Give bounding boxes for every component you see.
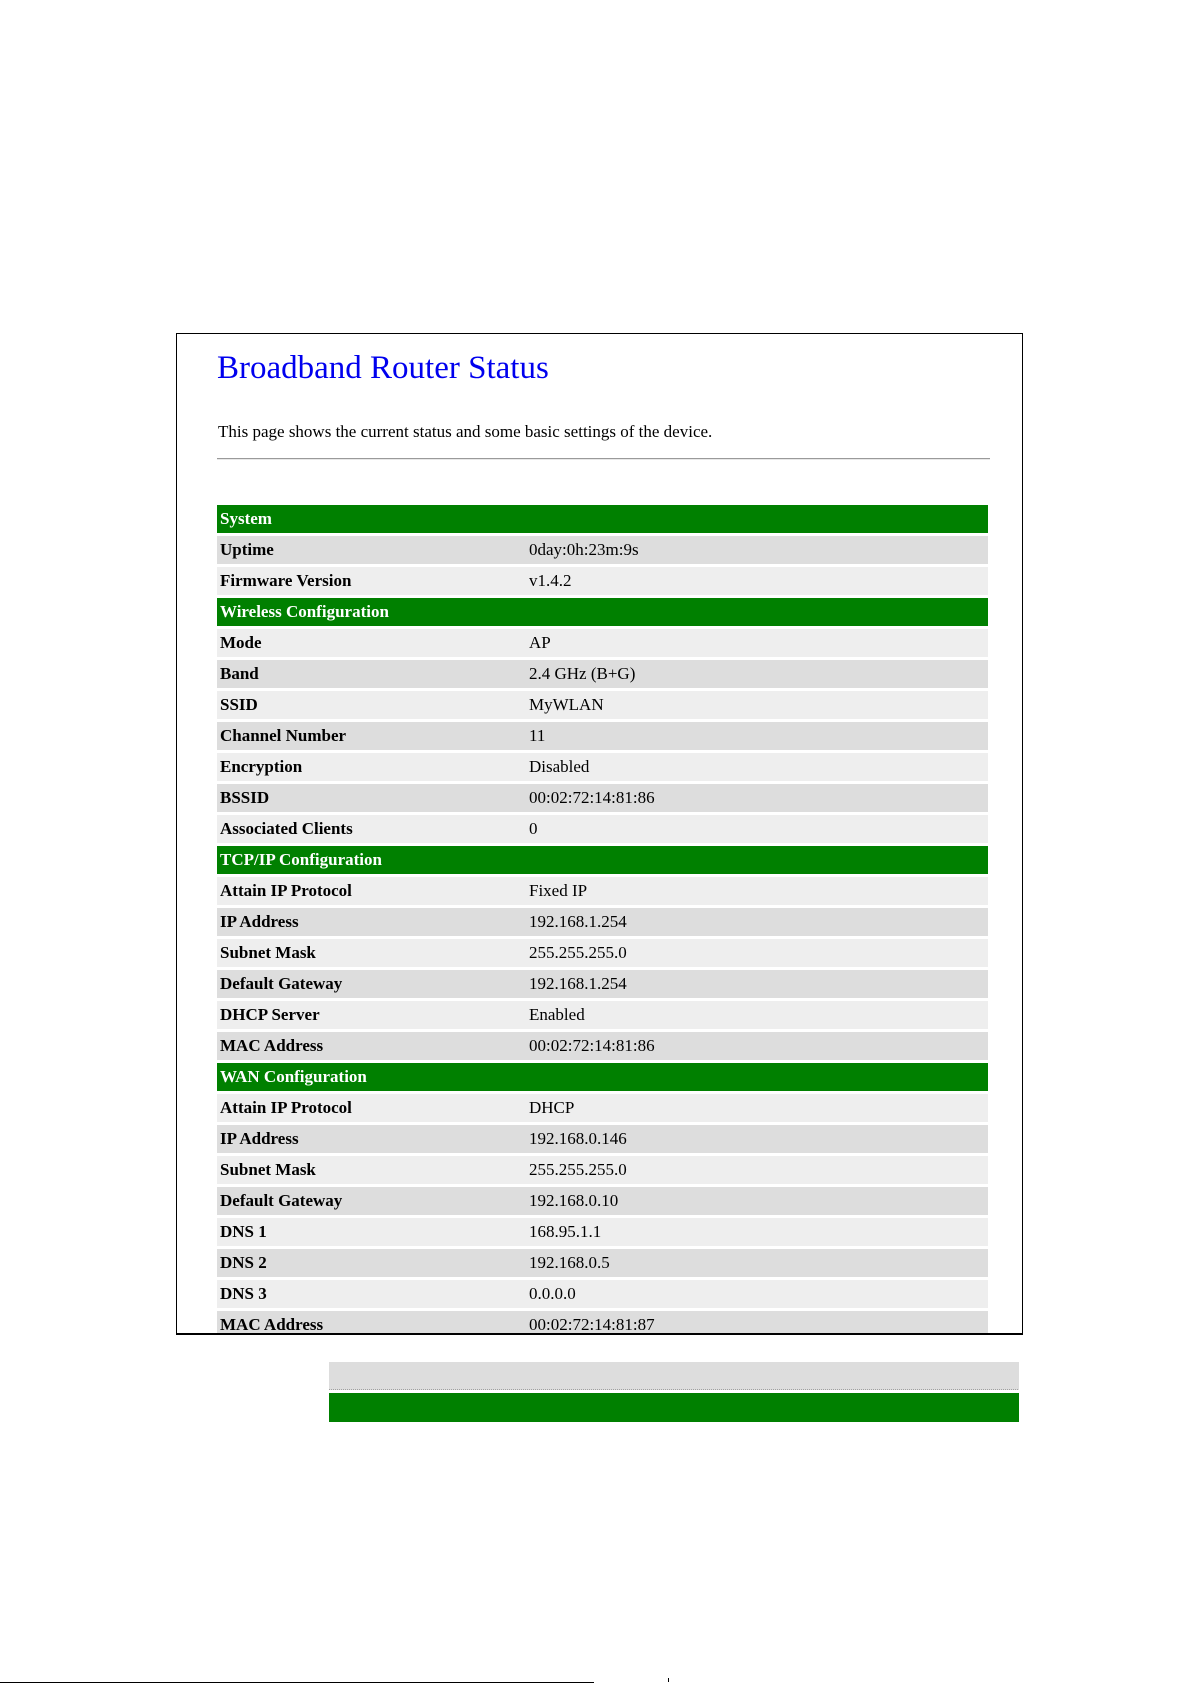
status-row-ip-address — [217, 908, 988, 936]
row-value: 255.255.255.0 — [526, 939, 988, 967]
footer-rule — [0, 1682, 594, 1683]
status-row-firmware-version — [217, 567, 988, 595]
row-value: 192.168.1.254 — [526, 970, 988, 998]
cropped-green-bar — [329, 1393, 1019, 1422]
status-row-default-gateway — [217, 970, 988, 998]
row-label: DNS 2 — [217, 1249, 526, 1277]
row-label: Attain IP Protocol — [217, 877, 526, 905]
status-row-dns-1 — [217, 1218, 988, 1246]
page-title: Broadband Router Status — [217, 350, 549, 386]
cropped-gray-bar — [329, 1362, 1019, 1390]
status-row-band — [217, 660, 988, 688]
row-value: 0 — [526, 815, 988, 843]
row-value: 192.168.1.254 — [526, 908, 988, 936]
row-value: 192.168.0.10 — [526, 1187, 988, 1215]
row-value: 168.95.1.1 — [526, 1218, 988, 1246]
status-row-attain-ip-protocol — [217, 877, 988, 905]
section-title: System — [217, 505, 988, 533]
row-label: MAC Address — [217, 1311, 526, 1333]
router-status-screenshot — [176, 333, 1023, 1333]
status-row-uptime — [217, 536, 988, 564]
row-label: MAC Address — [217, 1032, 526, 1060]
row-value: DHCP — [526, 1094, 988, 1122]
row-label: IP Address — [217, 1125, 526, 1153]
row-label: Default Gateway — [217, 970, 526, 998]
status-row-ssid — [217, 691, 988, 719]
row-value: AP — [526, 629, 988, 657]
row-value: 255.255.255.0 — [526, 1156, 988, 1184]
row-label: DNS 3 — [217, 1280, 526, 1308]
row-label: Subnet Mask — [217, 939, 526, 967]
status-row-dns-3 — [217, 1280, 988, 1308]
status-row-associated-clients — [217, 815, 988, 843]
section-title: Wireless Configuration — [217, 598, 988, 626]
status-row-wan-default-gateway — [217, 1187, 988, 1215]
row-label: Associated Clients — [217, 815, 526, 843]
row-value: 0.0.0.0 — [526, 1280, 988, 1308]
row-value: Disabled — [526, 753, 988, 781]
status-row-bssid — [217, 784, 988, 812]
row-label: Uptime — [217, 536, 526, 564]
row-value: 11 — [526, 722, 988, 750]
section-header-system — [217, 505, 988, 533]
row-label: IP Address — [217, 908, 526, 936]
row-value: v1.4.2 — [526, 567, 988, 595]
row-label: Firmware Version — [217, 567, 526, 595]
status-row-subnet-mask — [217, 939, 988, 967]
row-value: 2.4 GHz (B+G) — [526, 660, 988, 688]
section-title: WAN Configuration — [217, 1063, 988, 1091]
status-row-dhcp-server — [217, 1001, 988, 1029]
row-label: Mode — [217, 629, 526, 657]
footer-tick-mark — [668, 1678, 669, 1682]
status-row-mac-address — [217, 1032, 988, 1060]
page-description: This page shows the current status and some basic settings of the device. — [218, 422, 713, 441]
frame-bottom-border — [176, 1333, 1023, 1335]
row-label: BSSID — [217, 784, 526, 812]
status-row-wan-ip-address — [217, 1125, 988, 1153]
horizontal-divider — [217, 458, 990, 460]
row-value: Fixed IP — [526, 877, 988, 905]
section-header-tcpip — [217, 846, 988, 874]
status-row-mode — [217, 629, 988, 657]
section-header-wireless — [217, 598, 988, 626]
status-row-wan-attain-ip-protocol — [217, 1094, 988, 1122]
row-value: 00:02:72:14:81:87 — [526, 1311, 988, 1333]
row-label: Attain IP Protocol — [217, 1094, 526, 1122]
row-label: Default Gateway — [217, 1187, 526, 1215]
status-table — [217, 502, 988, 1333]
row-label: SSID — [217, 691, 526, 719]
status-row-encryption — [217, 753, 988, 781]
row-label: Subnet Mask — [217, 1156, 526, 1184]
dotted-separator — [329, 1389, 1019, 1390]
row-label: DNS 1 — [217, 1218, 526, 1246]
row-label: Encryption — [217, 753, 526, 781]
status-row-wan-mac-address — [217, 1311, 988, 1333]
row-label: DHCP Server — [217, 1001, 526, 1029]
row-value: 192.168.0.5 — [526, 1249, 988, 1277]
status-row-dns-2 — [217, 1249, 988, 1277]
row-value: 00:02:72:14:81:86 — [526, 1032, 988, 1060]
row-value: 00:02:72:14:81:86 — [526, 784, 988, 812]
section-header-wan — [217, 1063, 988, 1091]
status-row-channel-number — [217, 722, 988, 750]
row-value: Enabled — [526, 1001, 988, 1029]
row-label: Band — [217, 660, 526, 688]
row-value: 192.168.0.146 — [526, 1125, 988, 1153]
section-title: TCP/IP Configuration — [217, 846, 988, 874]
row-value: 0day:0h:23m:9s — [526, 536, 988, 564]
row-value: MyWLAN — [526, 691, 988, 719]
row-label: Channel Number — [217, 722, 526, 750]
status-row-wan-subnet-mask — [217, 1156, 988, 1184]
